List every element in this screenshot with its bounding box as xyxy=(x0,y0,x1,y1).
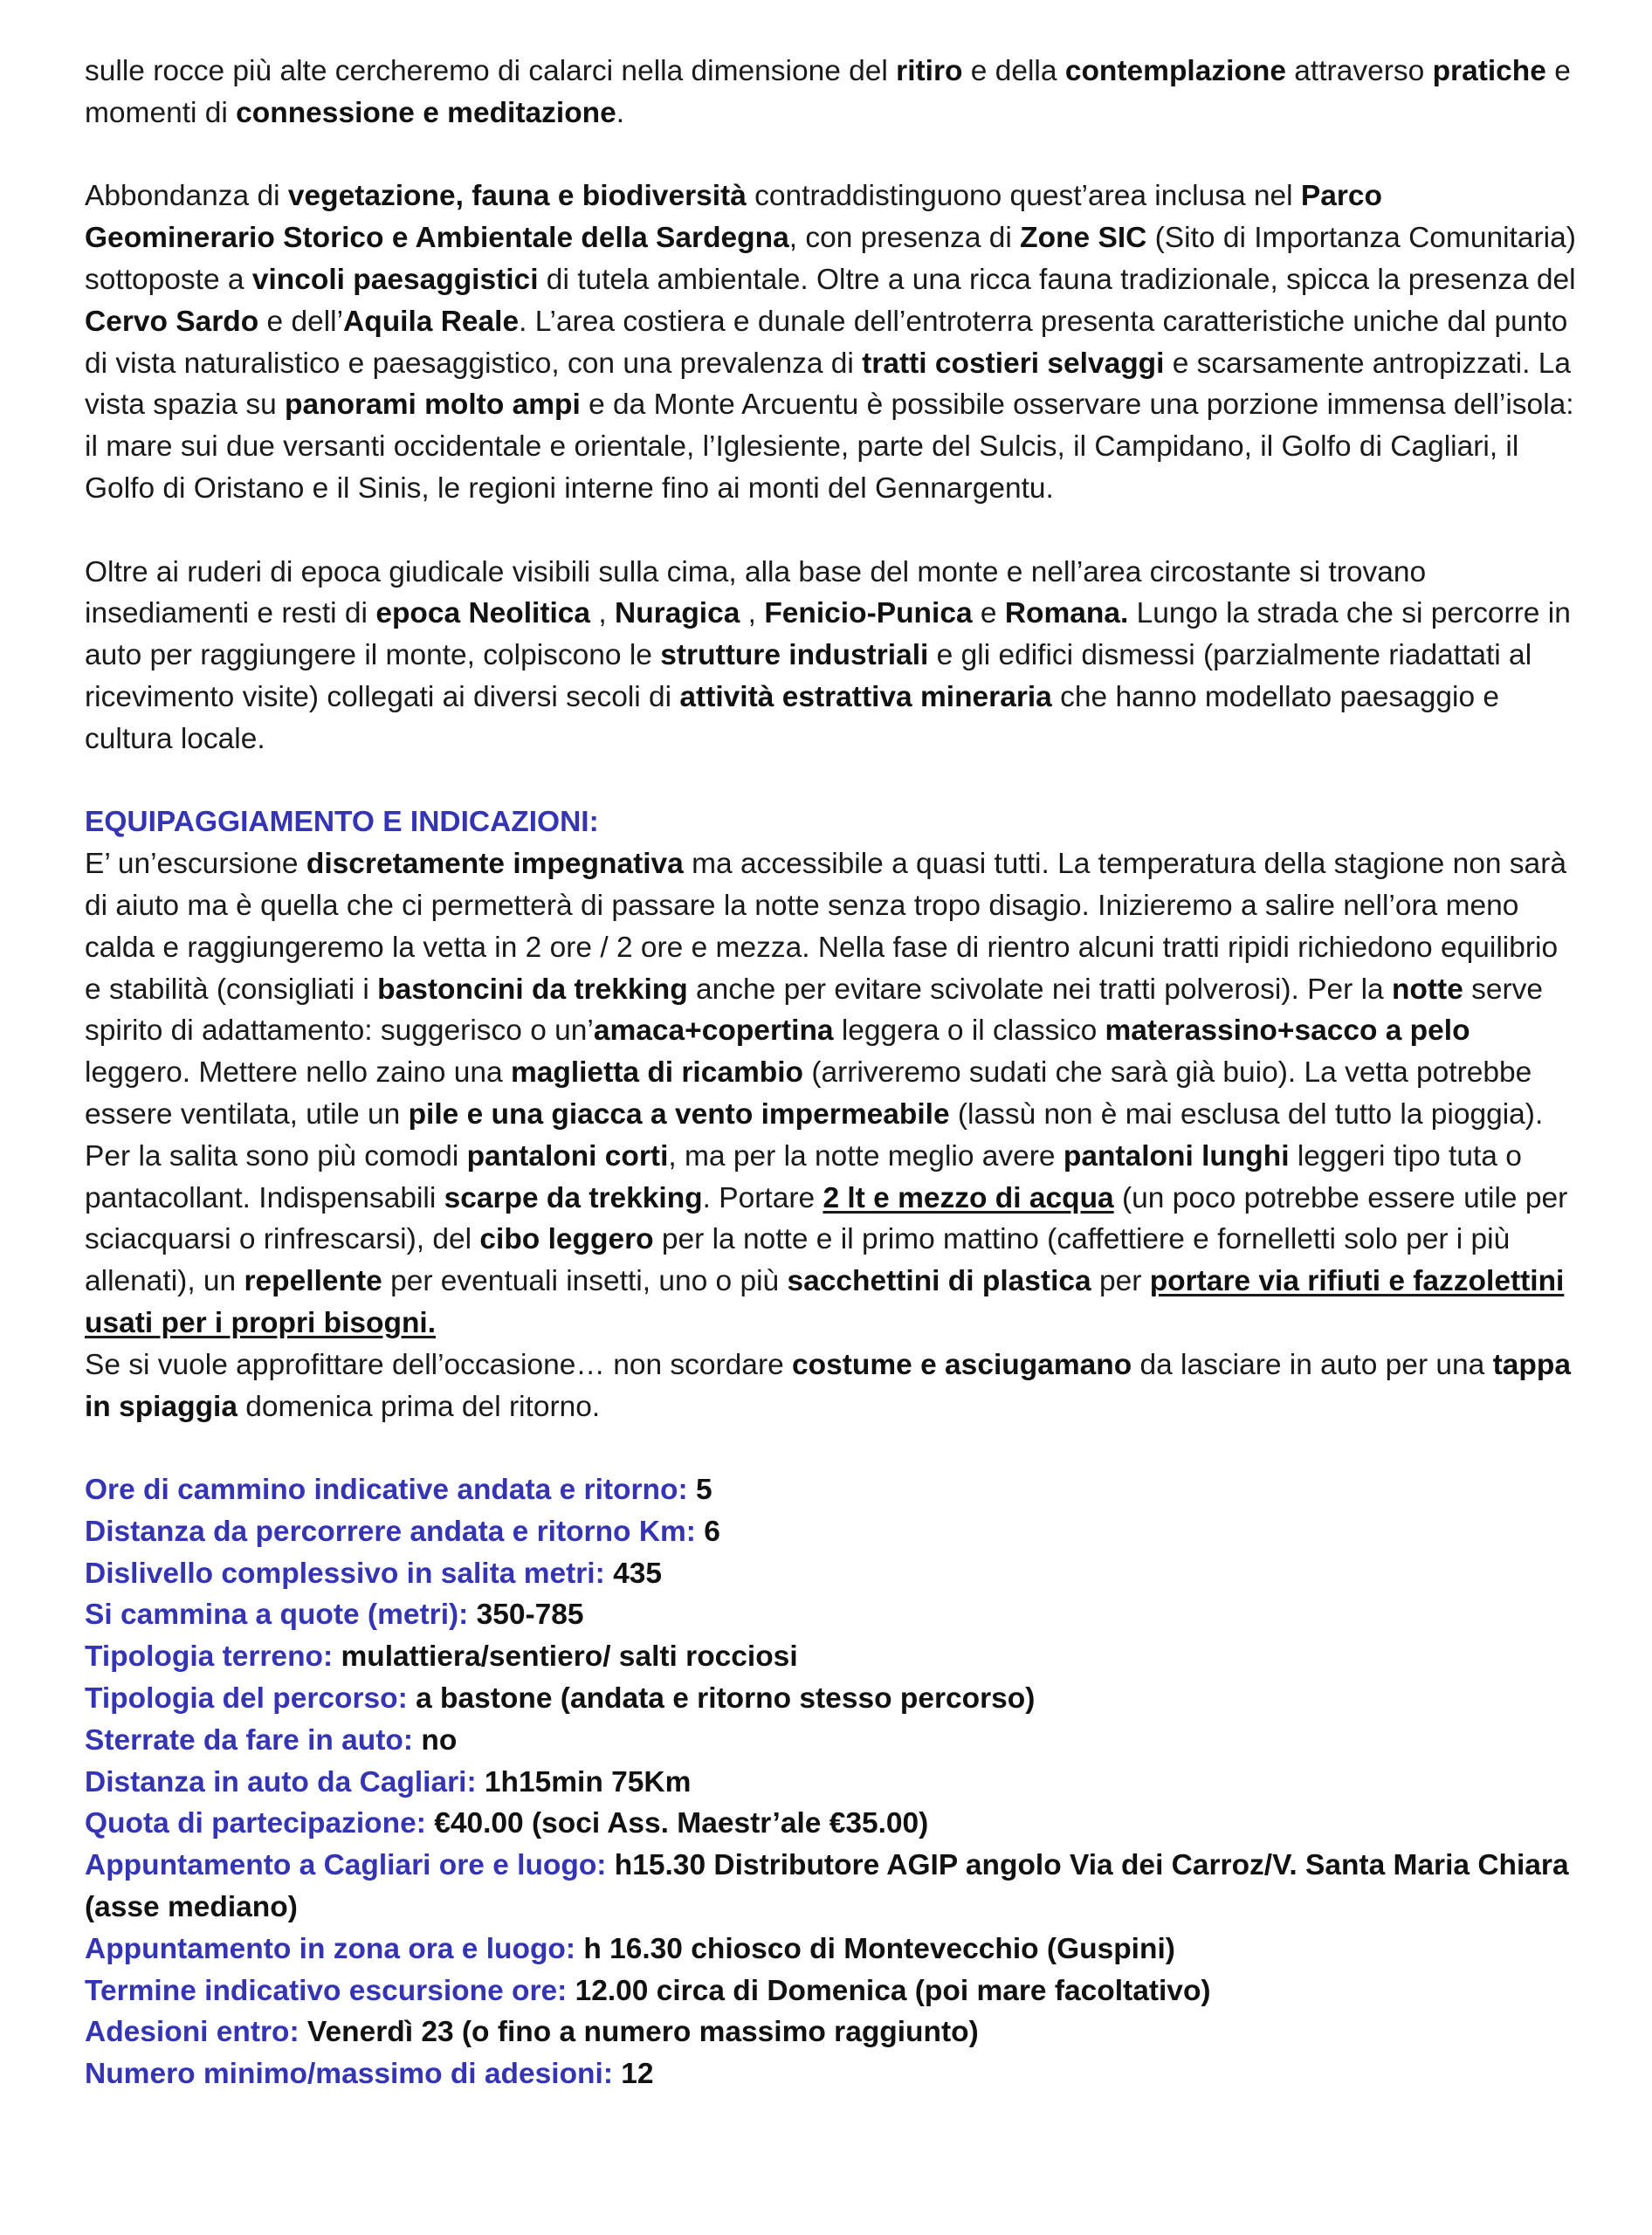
paragraph-nature xyxy=(85,175,1580,509)
bold-text: tratti costieri selvaggi xyxy=(862,347,1165,380)
detail-label: Distanza in auto da Cagliari: xyxy=(85,1765,477,1798)
detail-value: a bastone (andata e ritorno stesso percorso) xyxy=(407,1682,1036,1716)
equipment-heading: EQUIPAGGIAMENTO E INDICAZIONI: xyxy=(85,806,599,839)
detail-row xyxy=(85,1803,1580,1845)
bold-text: ritiro xyxy=(896,55,963,87)
detail-value: Venerdì 23 (o fino a numero massimo raggiunto) xyxy=(299,2016,979,2049)
text-run: e gli edifici dismessi (parzialmente riadattati al ricevimento visite) collegati ai diversi secoli di xyxy=(85,639,1532,713)
detail-value: 350-785 xyxy=(468,1599,584,1632)
text-run: e xyxy=(972,597,1005,630)
paragraph-intro xyxy=(85,51,1580,134)
text-run: contraddistinguono quest’area inclusa nel xyxy=(746,180,1301,213)
bold-text: connessione e meditazione xyxy=(236,96,616,129)
text-run: . L’area costiera e dunale dell’entroterra presenta caratteristiche uniche dal punto di vista naturalistico e paesaggistico, con una prevalenza di xyxy=(85,305,1568,380)
detail-row xyxy=(85,1678,1580,1720)
text-run: e da Monte Arcuentu è possibile osservare una porzione immensa dell’isola: il mare sui due versanti occidentale e orientale, l’Iglesiente, parte del Sulcis, il Campidano, il Golfo di Cagliari, il Golfo di Oristano e il Sinis, le regioni interne fino ai monti del Gennargentu. xyxy=(85,389,1574,505)
detail-row xyxy=(85,1762,1580,1804)
bold-text: Aquila Reale xyxy=(343,305,520,338)
bold-text: pantaloni corti xyxy=(466,1139,669,1173)
bold-text: cibo leggero xyxy=(479,1223,654,1256)
text-run: e dell’ xyxy=(258,305,344,338)
bold-text: tappa in spiaggia xyxy=(85,1348,1571,1423)
text-run: sulle rocce più alte cercheremo di calarci nella dimensione del xyxy=(85,55,897,87)
detail-row xyxy=(85,1845,1580,1929)
text-run: . Portare xyxy=(702,1181,823,1214)
detail-row xyxy=(85,1511,1580,1553)
detail-label: Appuntamento in zona ora e luogo: xyxy=(85,1932,576,1965)
text-run: (arriveremo sudati che sarà già buio). La vetta potrebbe essere ventilata, utile un xyxy=(85,1056,1532,1131)
detail-label: Adesioni entro: xyxy=(85,2016,299,2049)
text-run: (un poco potrebbe essere utile per sciacquarsi o rinfrescarsi), del xyxy=(85,1181,1568,1256)
bold-text: portare via rifiuti e fazzolettini usati per i propri bisogni. xyxy=(85,1265,1565,1339)
text-run: , ma per la notte meglio avere xyxy=(668,1139,1063,1173)
bold-text: discretamente impegnativa xyxy=(306,848,684,881)
detail-row xyxy=(85,2053,1580,2095)
equipment-section xyxy=(85,801,1580,1427)
bold-text: strutture industriali xyxy=(660,639,929,672)
bold-text: Nuragica xyxy=(615,597,740,630)
bold-text: pantaloni lunghi xyxy=(1063,1139,1290,1173)
bold-text: contemplazione xyxy=(1064,55,1286,87)
text-run: e momenti di xyxy=(85,55,1571,129)
text-run: che hanno modellato paesaggio e cultura locale. xyxy=(85,680,1500,755)
detail-label: Dislivello complessivo in salita metri: xyxy=(85,1557,605,1590)
bold-text: Romana. xyxy=(1004,597,1129,630)
bold-text: pratiche xyxy=(1432,55,1546,87)
detail-label: Si cammina a quote (metri): xyxy=(85,1599,469,1632)
bold-text: Zone SIC xyxy=(1020,222,1147,255)
equipment-body xyxy=(85,843,1580,1344)
detail-label: Quota di partecipazione: xyxy=(85,1807,426,1840)
text-run: leggero. Mettere nello zaino una xyxy=(85,1056,511,1090)
text-run: leggera o il classico xyxy=(833,1014,1105,1048)
bold-text: attività estrattiva mineraria xyxy=(679,680,1052,713)
detail-value: h 16.30 chiosco di Montevecchio (Guspini) xyxy=(575,1932,1175,1965)
bold-text: maglietta di ricambio xyxy=(510,1056,804,1090)
text-run: Abbondanza di xyxy=(85,180,288,213)
text-run: da lasciare in auto per una xyxy=(1132,1348,1493,1381)
detail-row xyxy=(85,2012,1580,2053)
text-run: (lassù non è mai esclusa del tutto la pioggia). Per la salita sono più comodi xyxy=(85,1097,1544,1173)
detail-value: no xyxy=(413,1723,458,1757)
detail-label: Tipologia del percorso: xyxy=(85,1682,408,1716)
text-run: ma accessibile a quasi tutti. La temperatura della stagione non sarà di aiuto ma è quella che ci permetterà di passare la notte senza tropo disagio. Inizieremo a salire nell’ora meno calda e raggiungeremo la vetta in 2 ore / 2 ore e mezza. Nella fase di rientro alcuni tratti ripidi richiedono equilibrio e stabilità (consigliati i xyxy=(85,848,1566,1006)
details-list xyxy=(85,1469,1580,2095)
detail-label: Distanza da percorrere andata e ritorno Km: xyxy=(85,1515,696,1548)
detail-value: 1h15min 75Km xyxy=(476,1765,692,1798)
bold-text: bastoncini da trekking xyxy=(377,973,688,1006)
detail-row xyxy=(85,1720,1580,1762)
detail-value: mulattiera/sentiero/ salti rocciosi xyxy=(333,1640,798,1674)
bold-text: scarpe da trekking xyxy=(444,1181,703,1214)
bold-text: panorami molto ampi xyxy=(285,389,581,422)
text-run: leggeri tipo tuta o pantacollant. Indispensabili xyxy=(85,1139,1522,1214)
detail-value: 5 xyxy=(687,1474,712,1507)
detail-row xyxy=(85,1594,1580,1636)
bold-text: Fenicio-Punica xyxy=(764,597,973,630)
bold-text: materassino+sacco a pelo xyxy=(1105,1014,1470,1048)
detail-label: Numero minimo/massimo di adesioni: xyxy=(85,2058,613,2091)
text-run: Se si vuole approfittare dell’occasione… non scordare xyxy=(85,1348,793,1381)
text-run: Oltre ai ruderi di epoca giudicale visibili sulla cima, alla base del monte e nell’area circostante si trovano insediamenti e resti di xyxy=(85,555,1427,630)
text-run: Lungo la strada che si percorre in auto per raggiungere il monte, colpiscono le xyxy=(85,597,1571,672)
detail-label: Sterrate da fare in auto: xyxy=(85,1723,414,1757)
text-run: e della xyxy=(962,55,1065,87)
detail-row xyxy=(85,1636,1580,1678)
text-run: per eventuali insetti, uno o più xyxy=(382,1265,788,1298)
bold-text: vegetazione, fauna e biodiversità xyxy=(287,180,747,213)
bold-text: notte xyxy=(1391,973,1463,1006)
bold-text: Cervo Sardo xyxy=(85,305,259,338)
text-run: E’ un’escursione xyxy=(85,848,306,881)
detail-value: €40.00 (soci Ass. Maestr’ale €35.00) xyxy=(425,1807,929,1840)
detail-label: Ore di cammino indicative andata e ritorno: xyxy=(85,1474,688,1507)
text-run: attraverso xyxy=(1285,55,1433,87)
text-run: , con presenza di xyxy=(788,222,1021,255)
text-run: serve spirito di adattamento: suggerisco o un’ xyxy=(85,973,1544,1048)
detail-label: Termine indicativo escursione ore: xyxy=(85,1974,568,2007)
text-run: , xyxy=(590,597,616,630)
text-run: di tutela ambientale. Oltre a una ricca fauna tradizionale, spicca la presenza del xyxy=(538,263,1576,296)
text-run: (Sito di Importanza Comunitaria) sottoposte a xyxy=(85,222,1576,296)
bold-text: vincoli paesaggistici xyxy=(251,263,539,296)
text-run: domenica prima del ritorno. xyxy=(237,1390,601,1423)
detail-value: h15.30 Distributore AGIP angolo Via dei Carroz/V. Santa Maria Chiara (asse mediano) xyxy=(85,1849,1569,1924)
text-run: . xyxy=(616,96,625,129)
bold-text: repellente xyxy=(244,1265,382,1298)
bold-text: amaca+copertina xyxy=(593,1014,834,1048)
detail-row xyxy=(85,1929,1580,1970)
document-page xyxy=(85,51,1580,2095)
text-run: per xyxy=(1091,1265,1150,1298)
bold-text: pile e una giacca a vento impermeabile xyxy=(408,1097,950,1131)
bold-text: costume e asciugamano xyxy=(792,1348,1132,1381)
bold-text: epoca Neolitica xyxy=(375,597,591,630)
bold-text: 2 lt e mezzo di acqua xyxy=(823,1181,1114,1214)
bold-text: sacchettini di plastica xyxy=(787,1265,1091,1298)
detail-label: Tipologia terreno: xyxy=(85,1640,334,1674)
text-run: anche per evitare scivolate nei tratti polverosi). Per la xyxy=(687,973,1392,1006)
text-run: , xyxy=(740,597,765,630)
detail-value: 12.00 circa di Domenica (poi mare facoltativo) xyxy=(567,1974,1211,2007)
paragraph-history xyxy=(85,552,1580,760)
bold-text: Parco Geominerario Storico e Ambientale della Sardegna xyxy=(85,180,1383,255)
detail-row xyxy=(85,1970,1580,2012)
detail-row xyxy=(85,1469,1580,1511)
detail-value: 6 xyxy=(695,1515,720,1548)
equipment-extra xyxy=(85,1344,1580,1428)
detail-value: 435 xyxy=(604,1557,662,1590)
text-run: per la notte e il primo mattino (caffettiere e fornelletti solo per i più allenati), un xyxy=(85,1223,1511,1298)
detail-label: Appuntamento a Cagliari ore e luogo: xyxy=(85,1849,607,1882)
text-run: e scarsamente antropizzati. La vista spazia su xyxy=(85,347,1571,422)
detail-value: 12 xyxy=(612,2058,654,2091)
detail-row xyxy=(85,1553,1580,1595)
